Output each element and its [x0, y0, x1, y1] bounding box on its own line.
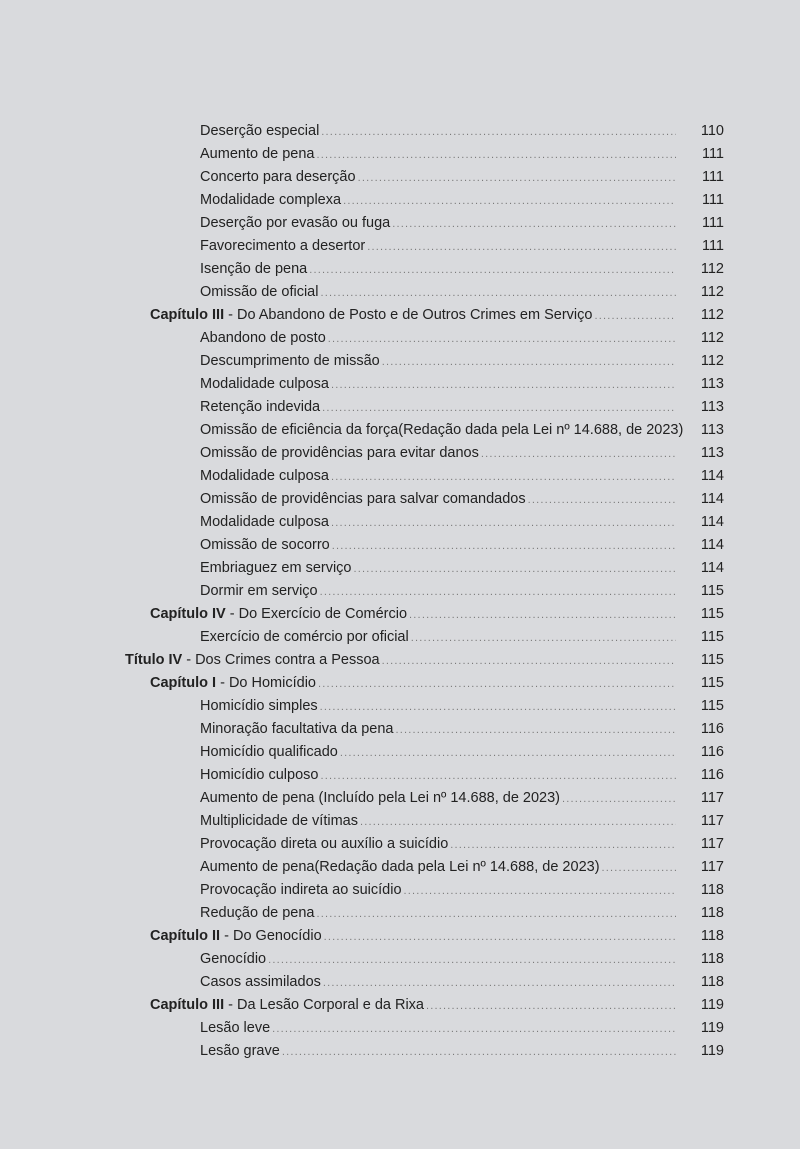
toc-entry-label [200, 143, 316, 166]
toc-entry-title: Aumento de pena (Incluído pela Lei nº 14.688, de 2023) [200, 790, 561, 806]
toc-entry[interactable] [0, 189, 800, 212]
toc-entry-line [200, 166, 676, 190]
toc-entry-label [200, 396, 322, 419]
toc-entry-title: Genocídio [200, 951, 267, 967]
toc-entry-title: Deserção por evasão ou fuga [200, 215, 391, 231]
toc-entry-line [200, 580, 676, 604]
dot-leader [328, 328, 676, 351]
toc-entry-line [150, 304, 676, 328]
toc-entry-line [200, 396, 676, 420]
toc-entry-label [200, 856, 602, 879]
toc-entry[interactable] [0, 626, 800, 649]
toc-entry[interactable] [0, 511, 800, 534]
toc-page-number: 116 [700, 744, 724, 760]
toc-page-number: 115 [700, 675, 724, 691]
dot-leader [323, 972, 676, 995]
toc-page-number: 113 [700, 399, 724, 415]
toc-entry[interactable] [0, 120, 800, 143]
toc-page-number: 119 [700, 997, 724, 1013]
toc-entry-title: Omissão de eficiência da força(Redação dada pela Lei nº 14.688, de 2023) [200, 422, 684, 438]
toc-entry[interactable] [0, 603, 800, 626]
toc-entry-label [200, 534, 332, 557]
toc-entry-line [200, 143, 676, 167]
toc-entry[interactable] [0, 879, 800, 902]
toc-entry-label [200, 350, 382, 373]
toc-page-number: 118 [700, 905, 724, 921]
toc-entry-title: Dormir em serviço [200, 583, 318, 599]
toc-entry[interactable] [0, 419, 800, 442]
toc-page-number: 118 [700, 951, 724, 967]
toc-page-number: 111 [701, 215, 724, 231]
toc-entry-label [150, 603, 409, 626]
toc-heading-prefix: Título IV [125, 652, 183, 668]
toc-entry-title: - Do Abandono de Posto e de Outros Crimes em Serviço [224, 307, 593, 323]
toc-entry[interactable] [0, 580, 800, 603]
toc-entry[interactable] [0, 327, 800, 350]
dot-leader [309, 259, 676, 282]
toc-entry-line [150, 672, 676, 696]
toc-entry-line [200, 741, 676, 765]
toc-entry-title: Isenção de pena [200, 261, 308, 277]
toc-entry-label [200, 442, 481, 465]
toc-heading-prefix: Capítulo III [150, 307, 225, 323]
toc-entry[interactable] [0, 649, 800, 672]
toc-entry-line [200, 948, 676, 972]
toc-entry-title: Omissão de providências para evitar danos [200, 445, 479, 461]
toc-page-number: 114 [700, 560, 724, 576]
toc-page-number: 110 [700, 123, 724, 139]
toc-entry-label [200, 373, 331, 396]
toc-entry[interactable] [0, 741, 800, 764]
toc-entry-title: Modalidade culposa [200, 376, 329, 392]
toc-page-number: 114 [700, 514, 724, 530]
toc-entry-line [200, 879, 676, 903]
toc-entry-line [150, 994, 676, 1018]
toc-entry[interactable] [0, 235, 800, 258]
toc-entry-title: Omissão de providências para salvar comandados [200, 491, 526, 507]
toc-page-number: 115 [700, 698, 724, 714]
toc-entry-title: Modalidade complexa [200, 192, 342, 208]
dot-leader [367, 236, 676, 259]
dot-leader [322, 397, 676, 420]
toc-entry-label [200, 695, 320, 718]
toc-entry-title: Exercício de comércio por oficial [200, 629, 409, 645]
toc-page-number: 118 [700, 882, 724, 898]
toc-entry-label [200, 833, 450, 856]
toc-heading-prefix: Capítulo IV [150, 606, 226, 622]
dot-leader [382, 650, 676, 673]
toc-entry[interactable] [0, 833, 800, 856]
toc-entry[interactable] [0, 971, 800, 994]
toc-page-number: 115 [700, 583, 724, 599]
toc-entry-line [200, 235, 676, 259]
dot-leader [562, 788, 676, 811]
toc-entry-line [200, 810, 676, 834]
toc-entry-label [200, 465, 331, 488]
toc-page-number: 113 [700, 422, 724, 438]
toc-entry[interactable] [0, 695, 800, 718]
toc-entry-label [200, 1017, 272, 1040]
toc-entry-label [200, 212, 392, 235]
toc-entry-title: Multiplicidade de vítimas [200, 813, 358, 829]
toc-entry[interactable] [0, 787, 800, 810]
dot-leader [358, 167, 676, 190]
toc-entry-label [200, 235, 367, 258]
dot-leader [320, 282, 676, 305]
toc-entry-line [200, 258, 676, 282]
toc-entry[interactable] [0, 810, 800, 833]
dot-leader [343, 190, 676, 213]
toc-entry-label [200, 580, 320, 603]
toc-entry-title: Aumento de pena(Redação dada pela Lei nº 14.688, de 2023) [200, 859, 600, 875]
dot-leader [331, 512, 676, 535]
dot-leader [411, 627, 676, 650]
toc-entry-label [200, 879, 404, 902]
toc-entry-title: Homicídio qualificado [200, 744, 338, 760]
toc-entry[interactable] [0, 764, 800, 787]
toc-entry-label [150, 994, 426, 1017]
toc-entry-line [200, 764, 676, 788]
dot-leader [320, 581, 676, 604]
dot-leader [331, 374, 676, 397]
toc-heading-prefix: Capítulo II [150, 928, 221, 944]
dot-leader [602, 857, 676, 880]
toc-entry[interactable] [0, 465, 800, 488]
toc-page-number: 119 [700, 1043, 724, 1059]
toc-entry-label [200, 166, 358, 189]
toc-page-number: 113 [700, 376, 724, 392]
toc-entry-line [200, 534, 676, 558]
toc-entry-line [200, 718, 676, 742]
table-of-contents [0, 120, 800, 1063]
toc-entry-label [200, 120, 321, 143]
toc-entry[interactable] [0, 442, 800, 465]
toc-entry-title: Lesão grave [200, 1043, 280, 1059]
toc-entry-title: Favorecimento a desertor [200, 238, 366, 254]
toc-entry-line [200, 971, 676, 995]
dot-leader [317, 903, 677, 926]
toc-entry[interactable] [0, 557, 800, 580]
toc-entry-label [200, 971, 323, 994]
toc-entry-title: Omissão de socorro [200, 537, 330, 553]
toc-entry[interactable] [0, 994, 800, 1017]
toc-entry-line [200, 856, 676, 880]
toc-entry-label [200, 557, 354, 580]
toc-page-number: 111 [701, 192, 724, 208]
dot-leader [268, 949, 676, 972]
dot-leader [318, 673, 676, 696]
dot-leader [331, 466, 676, 489]
toc-entry[interactable] [0, 304, 800, 327]
toc-entry[interactable] [0, 718, 800, 741]
toc-page-number: 112 [700, 261, 724, 277]
toc-entry-line [200, 419, 684, 443]
toc-entry[interactable] [0, 166, 800, 189]
dot-leader [404, 880, 676, 903]
dot-leader [340, 742, 676, 765]
toc-entry-label [200, 741, 340, 764]
toc-entry-line [200, 488, 676, 512]
toc-entry[interactable] [0, 350, 800, 373]
toc-entry[interactable] [0, 212, 800, 235]
toc-heading-prefix: Capítulo I [150, 675, 217, 691]
toc-entry[interactable] [0, 902, 800, 925]
toc-page-number: 114 [700, 537, 724, 553]
toc-entry-label [200, 810, 360, 833]
toc-entry-title: Minoração facultativa da pena [200, 721, 394, 737]
toc-entry-title: - Do Genocídio [220, 928, 322, 944]
toc-page-number: 117 [700, 859, 724, 875]
toc-entry-title: - Da Lesão Corporal e da Rixa [224, 997, 424, 1013]
toc-entry[interactable] [0, 534, 800, 557]
toc-entry-label [200, 258, 309, 281]
toc-entry[interactable] [0, 258, 800, 281]
dot-leader [360, 811, 676, 834]
toc-page-number: 117 [700, 813, 724, 829]
toc-entry-label [200, 1040, 282, 1063]
dot-leader [320, 696, 676, 719]
toc-entry-title: Casos assimilados [200, 974, 321, 990]
toc-entry[interactable] [0, 281, 800, 304]
toc-page-number: 111 [701, 146, 724, 162]
toc-entry-line [200, 189, 676, 213]
toc-page-number: 112 [700, 307, 724, 323]
toc-entry-line [200, 557, 676, 581]
dot-leader [272, 1018, 676, 1041]
toc-entry-label [200, 626, 411, 649]
toc-page-number: 115 [700, 606, 724, 622]
dot-leader [409, 604, 676, 627]
toc-entry-label [200, 419, 685, 442]
toc-entry-line [200, 1017, 676, 1041]
toc-entry-title: Modalidade culposa [200, 514, 329, 530]
toc-entry-title: Homicídio culposo [200, 767, 319, 783]
toc-page-number: 111 [701, 169, 724, 185]
toc-entry-label [200, 488, 528, 511]
toc-entry[interactable] [0, 1040, 800, 1063]
toc-page-number: 118 [700, 974, 724, 990]
toc-entry-label [200, 511, 331, 534]
toc-entry-line [200, 442, 676, 466]
toc-entry-title: Descumprimento de missão [200, 353, 380, 369]
toc-heading-prefix: Capítulo III [150, 997, 225, 1013]
toc-entry[interactable] [0, 925, 800, 948]
toc-entry[interactable] [0, 488, 800, 511]
dot-leader [321, 121, 676, 144]
toc-entry-label [200, 787, 562, 810]
toc-entry-line [200, 695, 676, 719]
toc-page-number: 114 [700, 468, 724, 484]
toc-page-number: 118 [700, 928, 724, 944]
toc-entry-label [150, 672, 318, 695]
dot-leader [450, 834, 676, 857]
toc-entry-line [200, 350, 676, 374]
dot-leader [594, 305, 676, 328]
toc-entry-title: Embriaguez em serviço [200, 560, 352, 576]
toc-page-number: 115 [700, 629, 724, 645]
toc-entry-label [200, 281, 320, 304]
toc-entry-label [200, 189, 343, 212]
dot-leader [382, 351, 676, 374]
toc-entry[interactable] [0, 373, 800, 396]
toc-entry-title: Provocação indireta ao suicídio [200, 882, 402, 898]
dot-leader [392, 213, 676, 236]
toc-page-number: 112 [700, 284, 724, 300]
toc-entry-title: Homicídio simples [200, 698, 318, 714]
dot-leader [324, 926, 676, 949]
toc-entry-line [200, 120, 676, 144]
toc-entry-line [150, 925, 676, 949]
toc-entry[interactable] [0, 396, 800, 419]
toc-page-number: 117 [700, 790, 724, 806]
toc-page-number: 111 [701, 238, 724, 254]
toc-entry-label [200, 902, 317, 925]
dot-leader [528, 489, 676, 512]
toc-page-number: 112 [700, 353, 724, 369]
toc-entry-line [200, 212, 676, 236]
toc-page-number: 115 [700, 652, 724, 668]
toc-entry[interactable] [0, 1017, 800, 1040]
toc-entry-label [200, 327, 328, 350]
toc-entry-title: Modalidade culposa [200, 468, 329, 484]
dot-leader [282, 1041, 676, 1064]
toc-entry-title: - Dos Crimes contra a Pessoa [182, 652, 380, 668]
toc-entry-label [150, 304, 594, 327]
toc-page-number: 114 [700, 491, 724, 507]
toc-entry-line [200, 833, 676, 857]
toc-entry-label [200, 764, 320, 787]
toc-entry-title: Lesão leve [200, 1020, 271, 1036]
toc-entry-line [200, 902, 676, 926]
toc-entry-line [200, 373, 676, 397]
toc-entry-label [125, 649, 382, 672]
toc-page-number: 116 [700, 721, 724, 737]
toc-entry-title: Deserção especial [200, 123, 320, 139]
toc-entry-title: Abandono de posto [200, 330, 326, 346]
toc-entry-line [200, 465, 676, 489]
toc-entry[interactable] [0, 948, 800, 971]
toc-entry-label [150, 925, 324, 948]
toc-entry-title: Omissão de oficial [200, 284, 319, 300]
dot-leader [332, 535, 676, 558]
toc-entry-line [200, 626, 676, 650]
toc-entry-title: Aumento de pena [200, 146, 315, 162]
toc-entry[interactable] [0, 672, 800, 695]
toc-entry-line [200, 787, 676, 811]
toc-entry-line [150, 603, 676, 627]
dot-leader [316, 144, 676, 167]
toc-page-number: 119 [700, 1020, 724, 1036]
toc-page-number: 117 [700, 836, 724, 852]
toc-entry-title: - Do Exercício de Comércio [225, 606, 408, 622]
toc-entry-label [200, 718, 395, 741]
toc-entry[interactable] [0, 143, 800, 166]
toc-entry-line [200, 1040, 676, 1064]
dot-leader [320, 765, 676, 788]
toc-entry-title: Retenção indevida [200, 399, 321, 415]
toc-entry-title: Provocação direta ou auxílio a suicídio [200, 836, 449, 852]
dot-leader [426, 995, 676, 1018]
toc-page-number: 112 [700, 330, 724, 346]
dot-leader [481, 443, 676, 466]
toc-entry-title: Concerto para deserção [200, 169, 356, 185]
toc-entry[interactable] [0, 856, 800, 879]
toc-entry-line [125, 649, 676, 673]
toc-entry-line [200, 327, 676, 351]
dot-leader [354, 558, 677, 581]
toc-entry-label [200, 948, 268, 971]
dot-leader [395, 719, 676, 742]
toc-entry-line [200, 511, 676, 535]
toc-entry-line [200, 281, 676, 305]
toc-page-number: 116 [700, 767, 724, 783]
toc-page-number: 113 [700, 445, 724, 461]
toc-entry-title: Redução de pena [200, 905, 315, 921]
toc-entry-title: - Do Homicídio [216, 675, 316, 691]
